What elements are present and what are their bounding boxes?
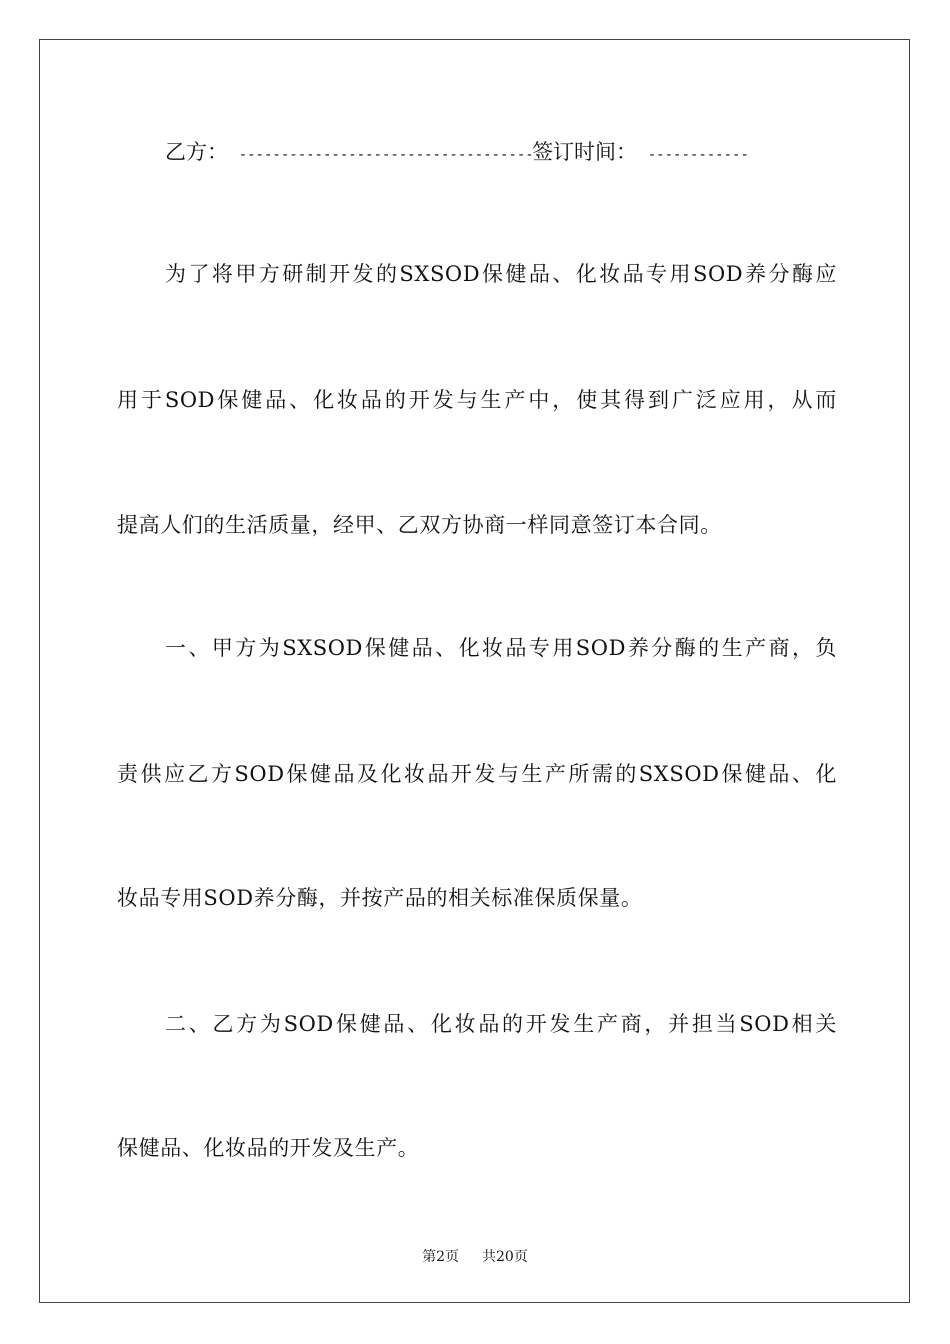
paragraph-line: 提高人们的生活质量，经甲、乙双方协商一样同意签订本合同。	[117, 513, 722, 537]
page-border	[39, 39, 910, 1303]
signature-row	[165, 137, 749, 170]
page-number-current: 第2页	[422, 1249, 460, 1265]
page-footer	[0, 1248, 950, 1266]
paragraph-line: 妆品专用SOD养分酶，并按产品的相关标准保质保量。	[117, 886, 643, 910]
paragraph-line: 用于SOD保健品、化妆品的开发与生产中，使其得到广泛应用，从而	[117, 388, 837, 412]
page-number-total: 共20页	[482, 1249, 528, 1265]
party-b-label: 乙方：	[165, 140, 228, 164]
paragraph-line: 保健品、化妆品的开发及生产。	[117, 1136, 420, 1160]
party-b-blank-line: ------------------------------------	[238, 147, 543, 163]
paragraph-line: 责供应乙方SOD保健品及化妆品开发与生产所需的SXSOD保健品、化	[117, 762, 837, 786]
paragraph-line: 为了将甲方研制开发的SXSOD保健品、化妆品专用SOD养分酶应	[165, 262, 837, 286]
paragraph-line: 一、甲方为SXSOD保健品、化妆品专用SOD养分酶的生产商，负	[165, 636, 837, 660]
sign-time-label: 签订时间：	[532, 140, 638, 164]
paragraph-line: 二、乙方为SOD保健品、化妆品的开发生产商，并担当SOD相关	[165, 1012, 837, 1036]
sign-time-blank-line: ------------	[647, 147, 749, 163]
